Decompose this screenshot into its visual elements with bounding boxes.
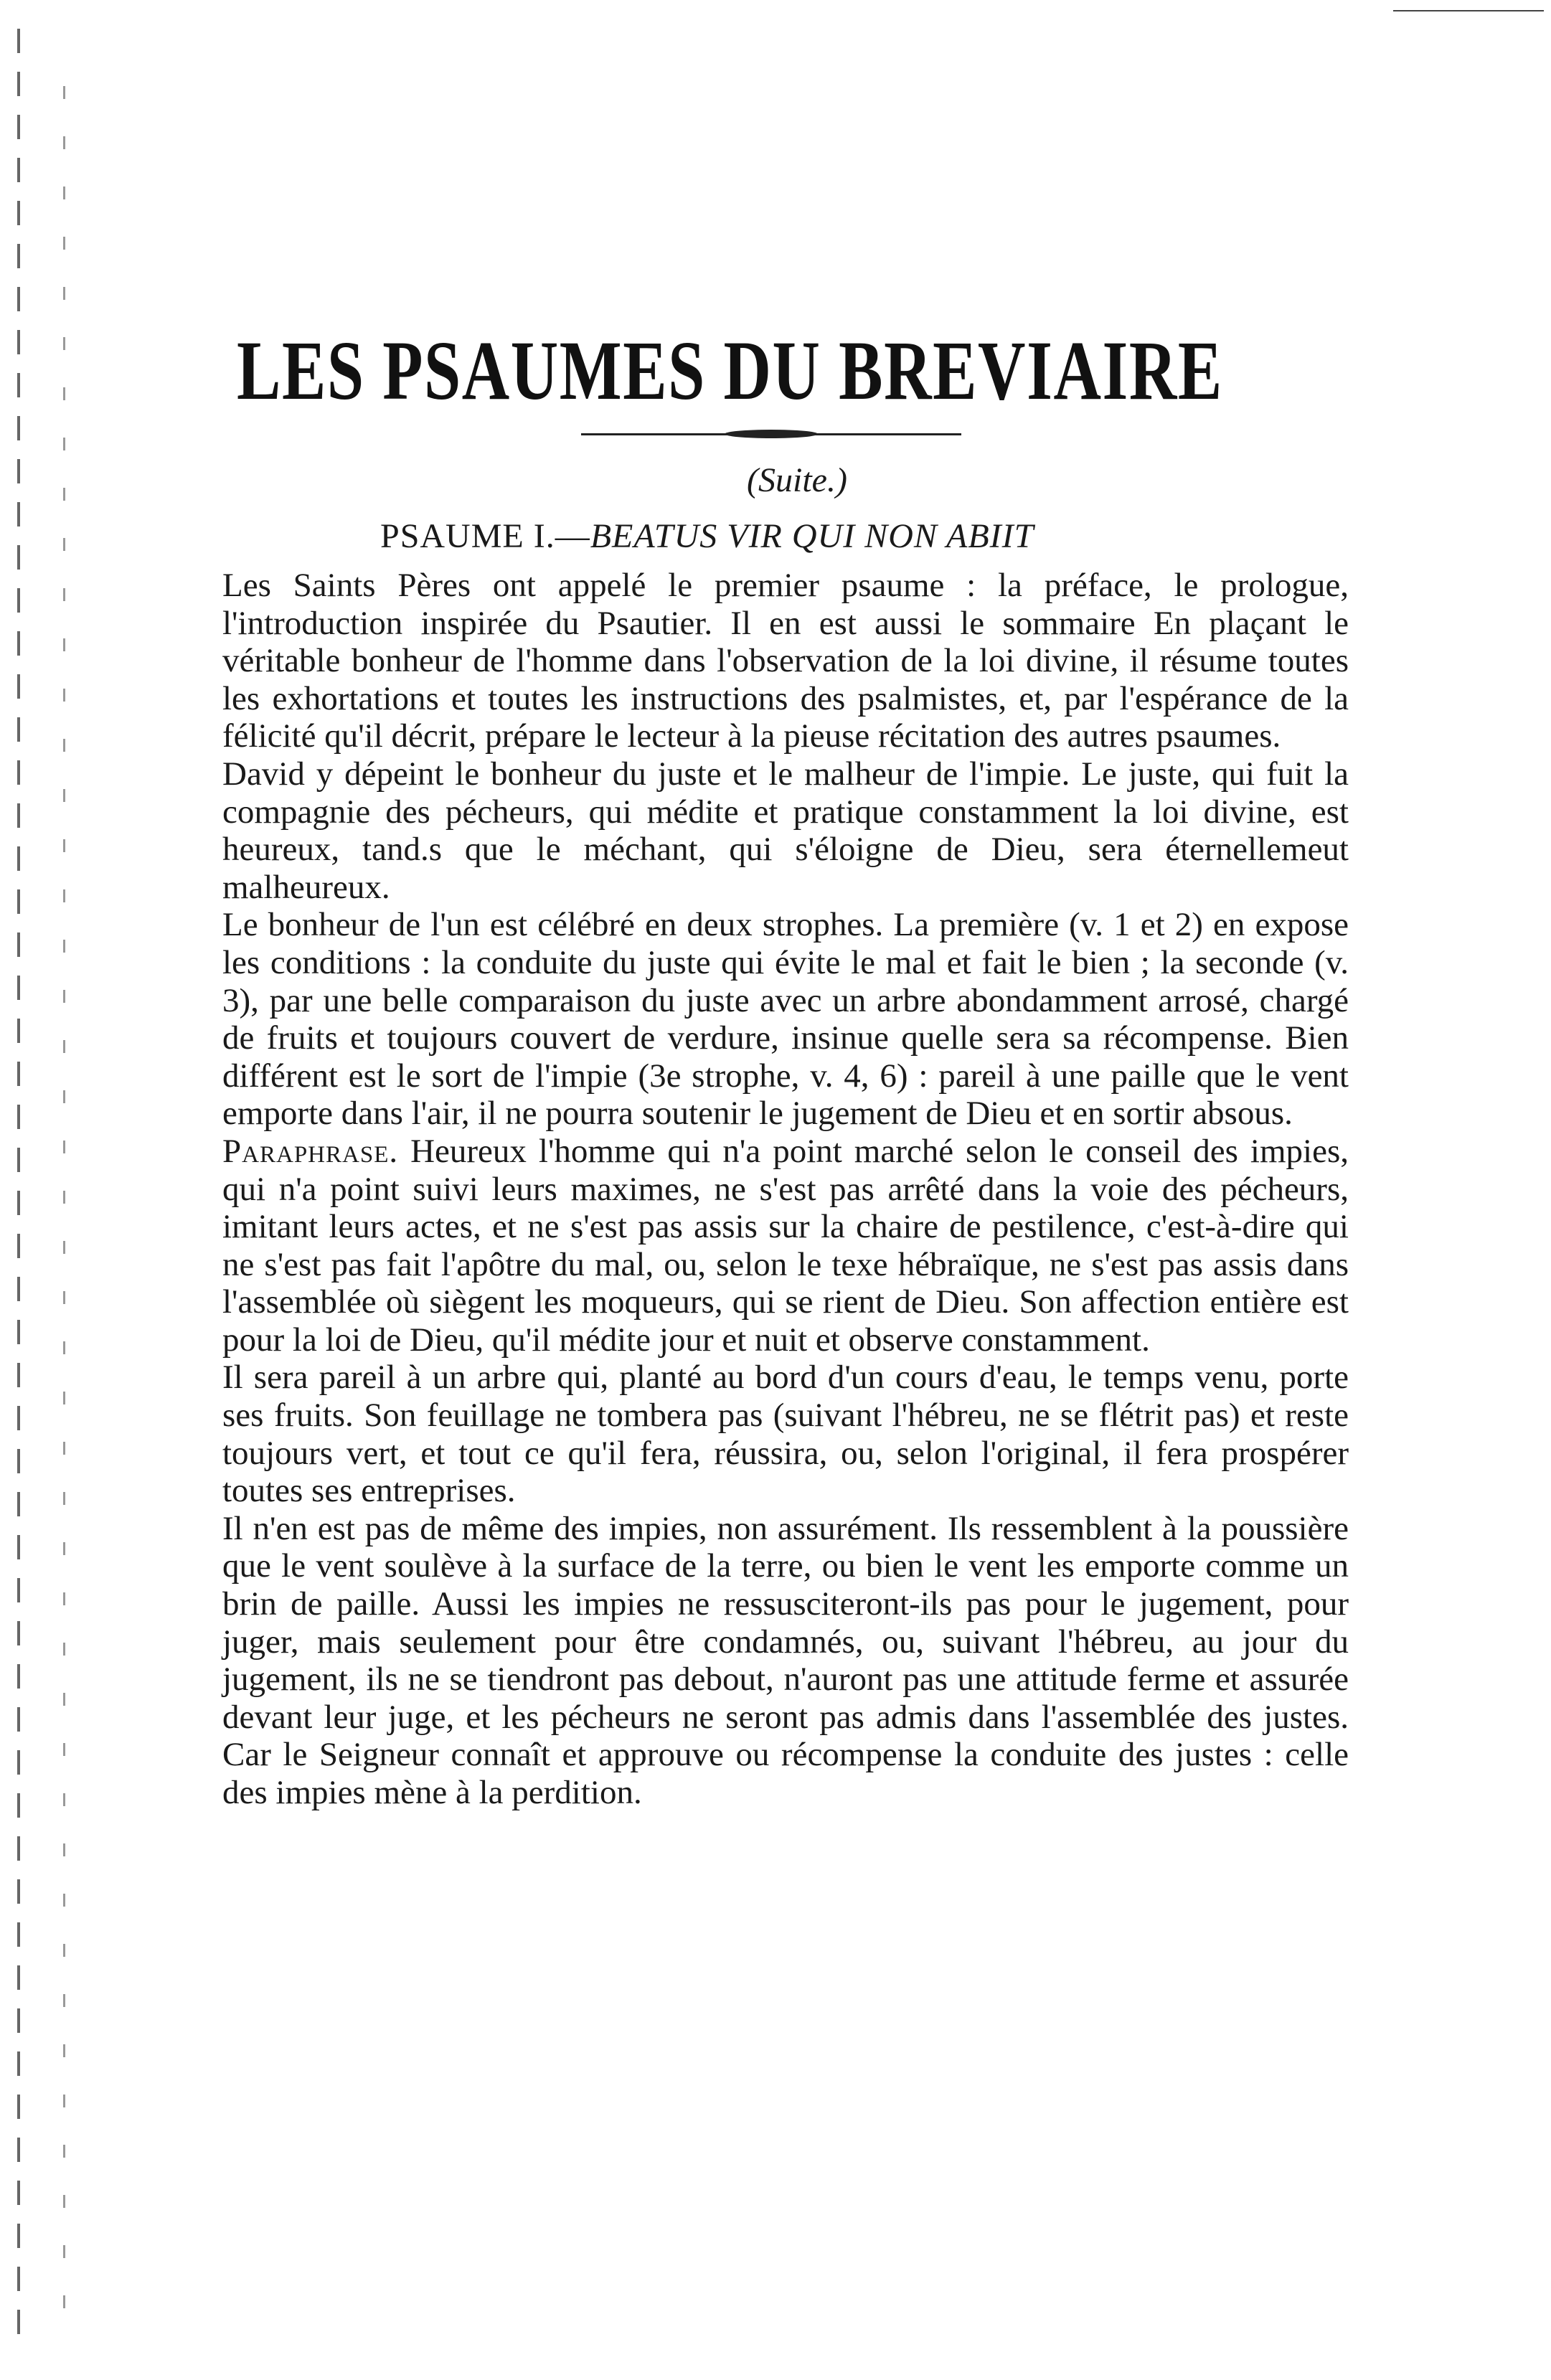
psalm-heading [380,515,1034,558]
title-ornament-rule [581,433,961,435]
psalm-heading-latin: BEATUS VIR QUI NON ABIIT [590,517,1034,555]
subtitle: (Suite.) [747,461,847,499]
top-rule-artifact [1393,10,1544,11]
binding-edge-artifact [17,29,20,2338]
paraphrase-text: Heureux l'homme qui n'a point marché selon le conseil des impies, qui n'a point suivi leurs maximes, ne s'est pas arrêté dans la voie des pécheurs, imitant leurs actes, et ne s'est pas assis sur la chaire de pestilence, c'est-à-dire qui ne s'est pas fait l'apôtre du mal, ou, selon le texe hébraïque, ne s'est pas assis dans l'assemblée où siègent les moqueurs, qui se rient de Dieu. Son affection entière est pour la loi de Dieu, qu'il médite jour et nuit et observe constamment. [222,1132,1349,1359]
paragraph-impious: Il n'en est pas de même des impies, non assurément. Ils ressemblent à la poussière que le vent soulève à la surface de la terre, ou bien le vent les emporte comme un brin de paille. Aussi les impies ne ressusciteront-ils pas pour le jugement, pour juger, mais seulement pour être condamnés, ou, suivant l'hébreu, au jour du jugement, ils ne se tiendront pas debout, n'auront pas une attitude ferme et assurée devant leur juge, et les pécheurs ne seront pas admis dans l'assemblée des justes. Car le Seigneur connaît et approuve ou récompense la conduite des justes : celle des impies mène à la perdition. [222,1509,1349,1811]
binding-edge-artifact-inner [63,86,65,2346]
paragraph-paraphrase [215,1133,1349,1359]
paragraph-strophes: Le bonheur de l'un est célébré en deux strophes. La première (v. 1 et 2) en expose les conditions : la conduite du juste qui évite le mal et fait le bien ; la seconde (v. 3), par une belle comparaison du juste avec un arbre abondamment arrosé, chargé de fruits et toujours couvert de verdure, insinue quelle sera sa récompense. Bien différent est le sort de l'impie (3e strophe, v. 4, 6) : pareil à une paille que le vent emporte dans l'air, il ne pourra soutenir le jugement de Dieu et en sortir absous. [222,906,1349,1133]
psalm-heading-prefix: PSAUME I.— [380,517,590,555]
paraphrase-label: Paraphrase. [222,1132,399,1170]
body-text [215,567,1349,1812]
paragraph-intro: Les Saints Pères ont appelé le premier psaume : la préface, le prologue, l'introduction inspirée du Psautier. Il en est aussi le sommaire En plaçant le véritable bonheur de l'homme dans l'observation de la loi divine, il résume toutes les exhortations et toutes les instructions des psalmistes, et, par l'espérance de la félicité qu'il décrit, prépare le lecteur à la pieuse récitation des autres psaumes. [222,567,1349,755]
paragraph-tree: Il sera pareil à un arbre qui, planté au bord d'un cours d'eau, le temps venu, porte ses fruits. Son feuillage ne tombera pas (suivant l'hébreu, ne se flétrit pas) et reste toujours vert, et tout ce qu'il fera, réussira, ou, selon l'original, il fera prospérer toutes ses entreprises. [222,1359,1349,1510]
paragraph-david: David y dépeint le bonheur du juste et le malheur de l'impie. Le juste, qui fuit la compagnie des pécheurs, qui médite et pratique constamment la loi divine, est heureux, tand.s que le méchant, qui s'éloigne de Dieu, sera éternellemeut malheureux. [222,755,1349,906]
page-title: LES PSAUMES DU BREVIAIRE [237,324,1223,417]
